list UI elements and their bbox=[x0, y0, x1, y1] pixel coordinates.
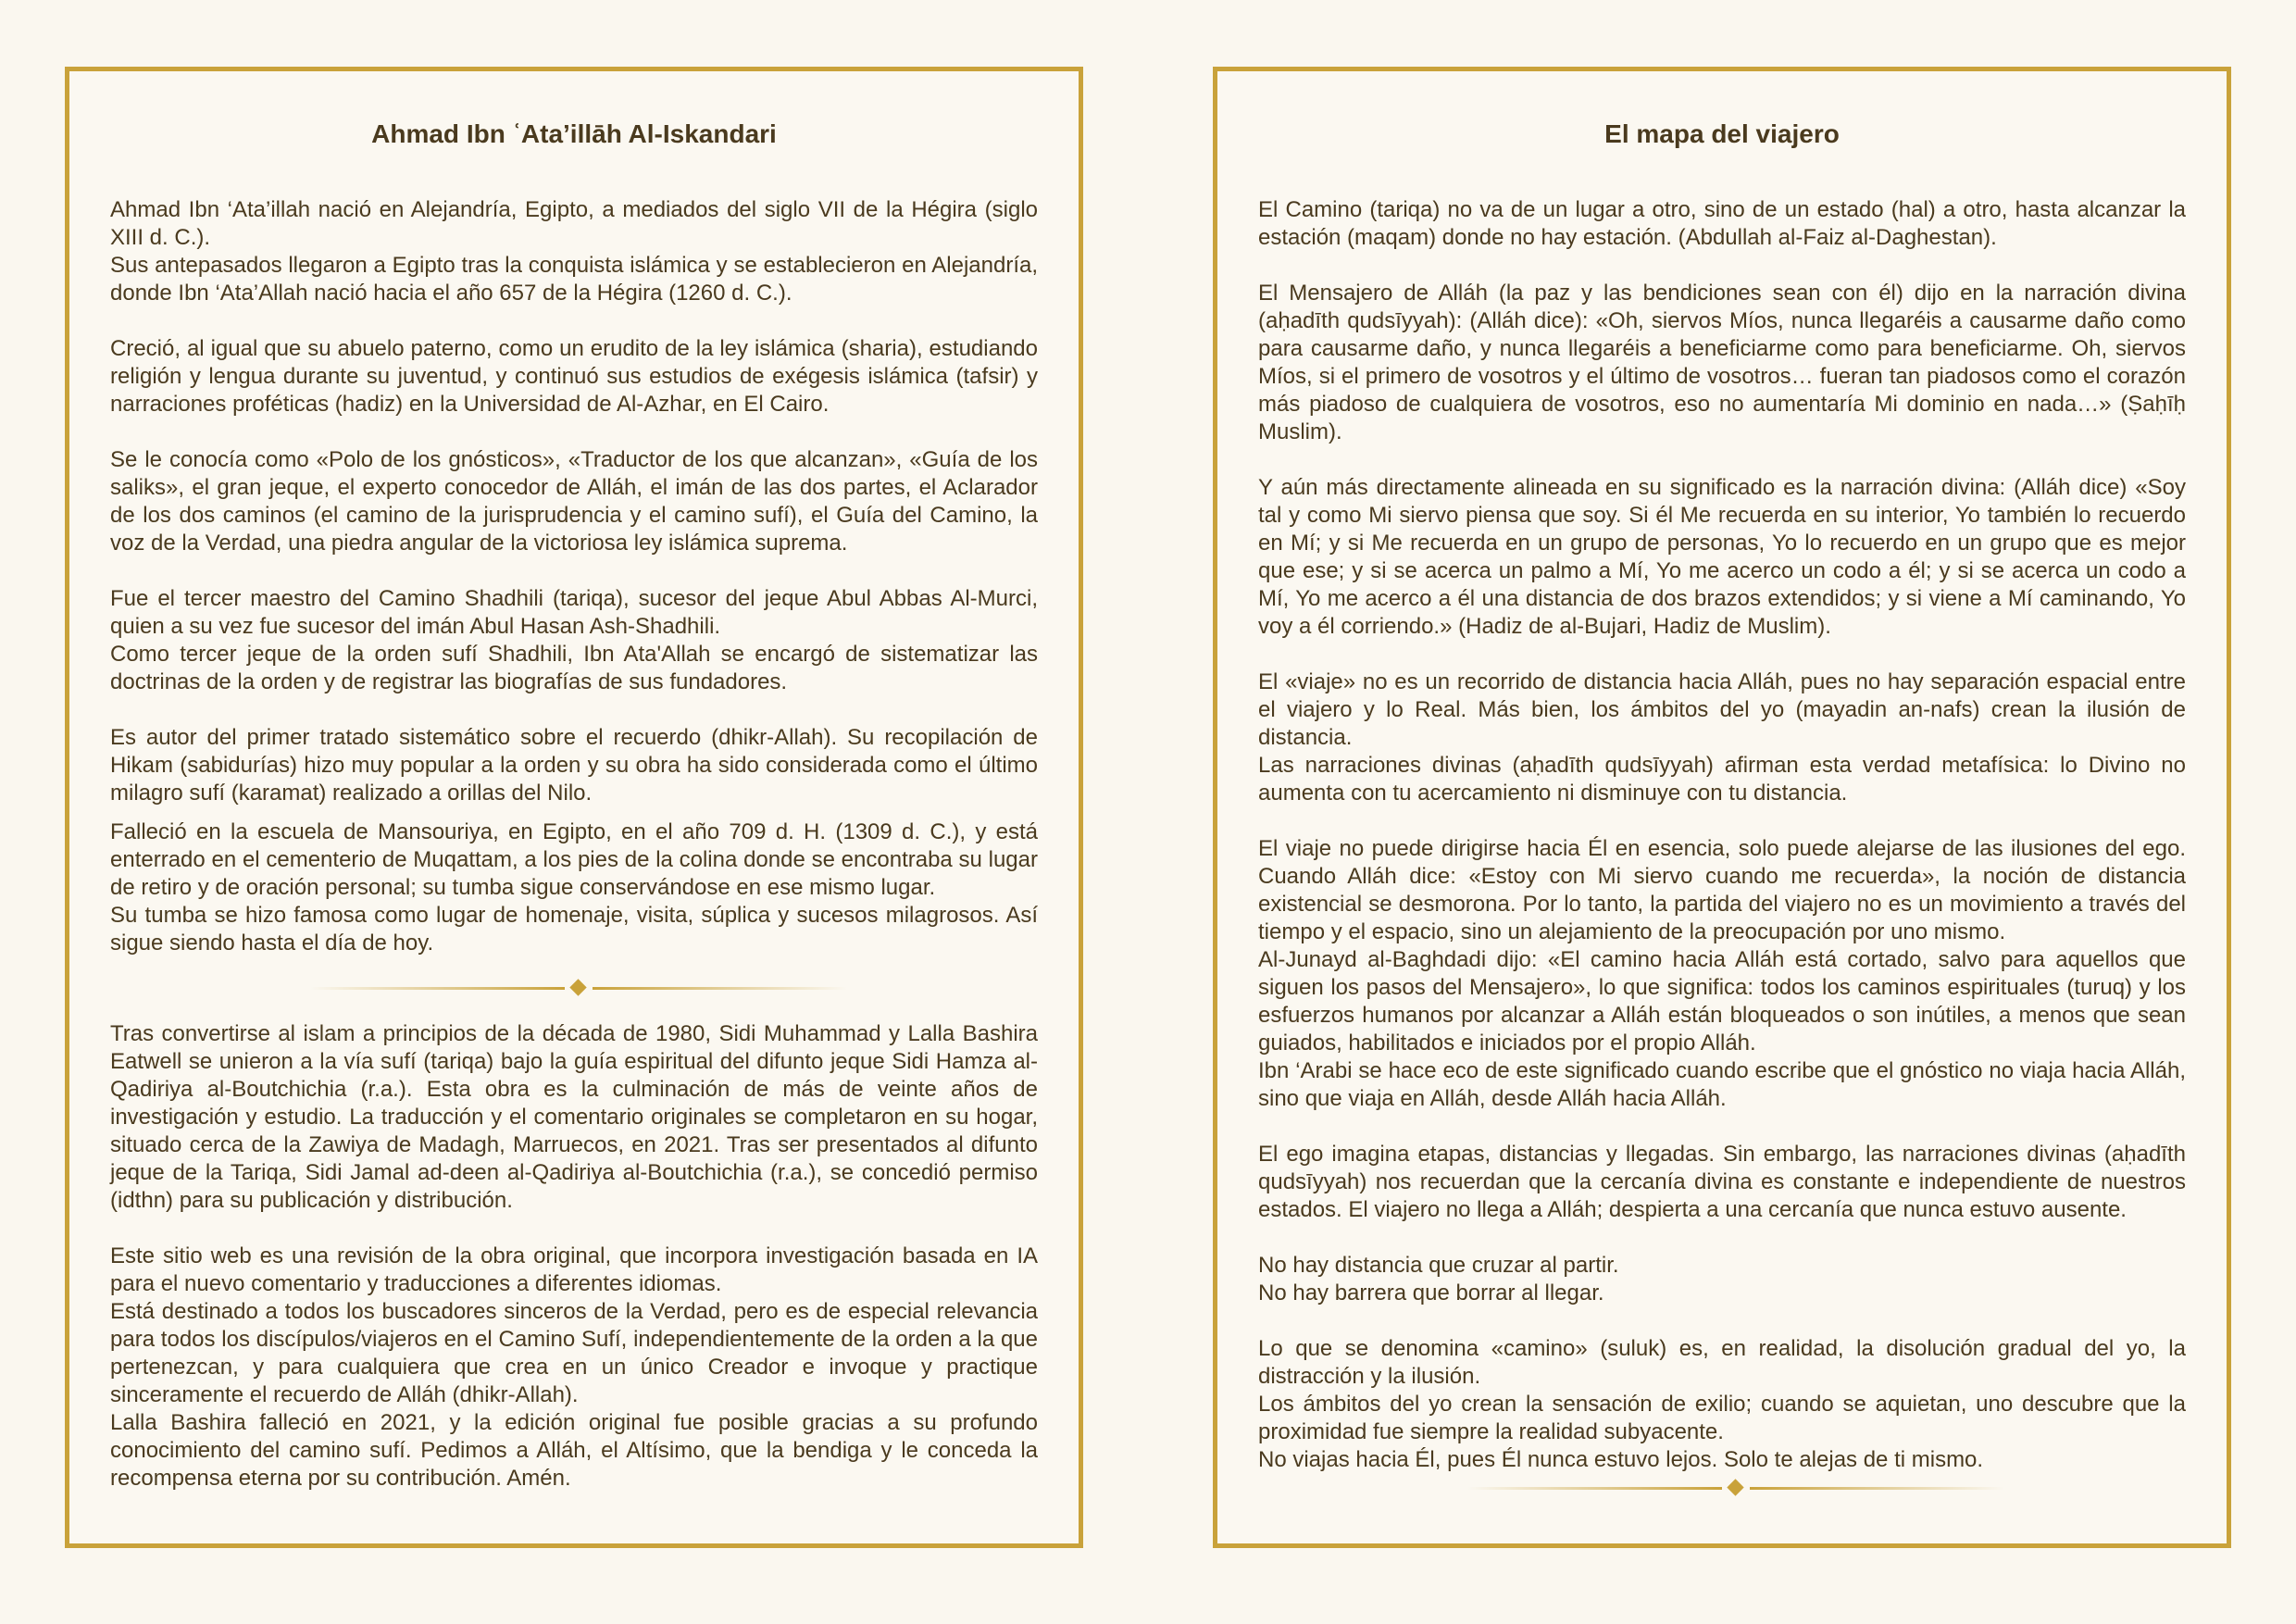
paragraph: El Camino (tariqa) no va de un lugar a otro, sino de un estado (hal) a otro, hasta alcanzar la estación (maqam) donde no hay estación. (Abdullah al-Faiz al-Daghestan). bbox=[1258, 197, 2186, 250]
paragraph: El «viaje» no es un recorrido de distancia hacia Alláh, pues no hay separación espacial entre el viajero y lo Real. Más bien, los ámbitos del yo (mayadin an-nafs) crean la ilusión de distancia. bbox=[1258, 669, 2186, 750]
paragraph: Su tumba se hizo famosa como lugar de homenaje, visita, súplica y sucesos milagrosos. Así sigue siendo hasta el día de hoy. bbox=[110, 903, 1038, 956]
paragraph: Lalla Bashira falleció en 2021, y la edición original fue posible gracias a su profundo conocimiento del camino sufí. Pedimos a Alláh, el Altísimo, que la bendiga y le conceda la recompensa eterna por su contribución. Amén. bbox=[110, 1410, 1038, 1491]
left-about-text bbox=[110, 1020, 1038, 1493]
ornamental-divider bbox=[1467, 1479, 2004, 1497]
paragraph: Ibn ‘Arabi se hace eco de este significado cuando escribe que el gnóstico no viaja hacia Alláh, sino que viaja en Alláh, desde Alláh hacia Alláh. bbox=[1258, 1058, 2186, 1111]
paragraph: Como tercer jeque de la orden sufí Shadhili, Ibn Ata'Allah se encargó de sistematizar las doctrinas de la orden y de registrar las biografías de sus fundadores. bbox=[110, 642, 1038, 694]
ornamental-divider bbox=[310, 979, 847, 997]
right-page-title: El mapa del viajero bbox=[1604, 119, 1840, 148]
left-biography-text bbox=[110, 196, 1038, 957]
paragraph: Los ámbitos del yo crean la sensación de exilio; cuando se aquietan, uno descubre que la proximidad fue siempre la realidad subyacente. bbox=[1258, 1392, 2186, 1444]
right-page bbox=[1213, 67, 2231, 1548]
paragraph: Está destinado a todos los buscadores sinceros de la Verdad, pero es de especial relevancia para todos los discípulos/viajeros en el Camino Sufí, independientemente de la orden a la que pertenezcan, y para cualquiera que crea en un único Creador e invoque y practique sinceramente el recuerdo de Alláh (dhikr-Allah). bbox=[110, 1299, 1038, 1407]
paragraph: No hay barrera que borrar al llegar. bbox=[1258, 1280, 1604, 1305]
left-page bbox=[65, 67, 1083, 1548]
paragraph: Y aún más directamente alineada en su significado es la narración divina: (Alláh dice) «Soy tal y como Mi siervo piensa que soy. Si él Me recuerda en su interior, Yo también lo recuerdo en Mí; y si Me recuerda en un grupo de personas, Yo lo recuerdo en un grupo que es mejor que ese; y si se acerca un palmo a Mí, Yo me acerco un codo a él; y si se acerca un codo a Mí, Yo me acerco a él una distancia de dos brazos extendidos; y si viene a Mí caminando, Yo voy a él corriendo.» (Hadiz de al-Bujari, Hadiz de Muslim). bbox=[1258, 475, 2186, 639]
paragraph: No hay distancia que cruzar al partir. bbox=[1258, 1253, 1619, 1278]
paragraph: Tras convertirse al islam a principios de la década de 1980, Sidi Muhammad y Lalla Bashira Eatwell se unieron a la vía sufí (tariqa) bajo la guía espiritual del difunto jeque Sidi Hamza al-Qadiriya al-Boutchichia (r.a.). Esta obra es la culminación de más de veinte años de investigación y estudio. La traducción y el comentario originales se completaron en su hogar, situado cerca de la Zawiya de Madagh, Marruecos, en 2021. Tras ser presentados al difunto jeque de la Tariqa, Sidi Jamal ad-deen al-Qadiriya al-Boutchichia (r.a.), se concedió permiso (idthn) para su publicación y distribución. bbox=[110, 1021, 1038, 1213]
paragraph: El Mensajero de Alláh (la paz y las bendiciones sean con él) dijo en la narración divina (aḥadīth qudsīyyah): (Alláh dice): «Oh, siervos Míos, nunca llegaréis a causarme daño como para causarme daño, y nunca llegaréis a beneficiarme como para beneficiarme. Oh, siervos Míos, si el primero de vosotros y el último de vosotros… fueran tan piadosos como el corazón más piadoso de cualquiera de vosotros, eso no aumentaría Mi dominio en nada…» (Ṣaḥīḥ Muslim). bbox=[1258, 281, 2186, 444]
paragraph: Es autor del primer tratado sistemático sobre el recuerdo (dhikr-Allah). Su recopilación de Hikam (sabidurías) hizo muy popular a la orden y su obra ha sido considerada como el último milagro sufí (karamat) realizado a orillas del Nilo. bbox=[110, 725, 1038, 806]
paragraph: El viaje no puede dirigirse hacia Él en esencia, solo puede alejarse de las ilusiones del ego. Cuando Alláh dice: «Estoy con Mi siervo cuando me recuerda», la noción de distancia existencial se desmorona. Por lo tanto, la partida del viajero no es un movimiento a través del tiempo y el espacio, sino un alejamiento de la preocupación por uno mismo. bbox=[1258, 836, 2186, 944]
paragraph: Las narraciones divinas (aḥadīth qudsīyyah) afirman esta verdad metafísica: lo Divino no aumenta con tu acercamiento ni disminuye con tu distancia. bbox=[1258, 753, 2186, 806]
right-traveler-text bbox=[1258, 196, 2186, 1474]
paragraph: No viajas hacia Él, pues Él nunca estuvo lejos. Solo te alejas de ti mismo. bbox=[1258, 1447, 1984, 1472]
diamond-ornament-icon bbox=[569, 979, 586, 995]
paragraph: Creció, al igual que su abuelo paterno, como un erudito de la ley islámica (sharia), estudiando religión y lengua durante su juventud, y continuó sus estudios de exégesis islámica (tafsir) y narraciones proféticas (hadiz) en la Universidad de Al-Azhar, en El Cairo. bbox=[110, 336, 1038, 417]
left-page-title: Ahmad Ibn ʿAta’illāh Al-Iskandari bbox=[371, 119, 777, 148]
paragraph: Lo que se denomina «camino» (suluk) es, en realidad, la disolución gradual del yo, la distracción y la ilusión. bbox=[1258, 1336, 2186, 1389]
paragraph: Ahmad Ibn ‘Ata’illah nació en Alejandría, Egipto, a mediados del siglo VII de la Hégira (siglo XIII d. C.). bbox=[110, 197, 1038, 250]
paragraph: El ego imagina etapas, distancias y llegadas. Sin embargo, las narraciones divinas (aḥadīth qudsīyyah) nos recuerdan que la cercanía divina es constante e independiente de nuestros estados. El viajero no llega a Alláh; despierta a una cercanía que nunca estuvo ausente. bbox=[1258, 1142, 2186, 1222]
paragraph: Este sitio web es una revisión de la obra original, que incorpora investigación basada en IA para el nuevo comentario y traducciones a diferentes idiomas. bbox=[110, 1243, 1038, 1296]
diamond-ornament-icon bbox=[1727, 1479, 1743, 1495]
paragraph: Falleció en la escuela de Mansouriya, en Egipto, en el año 709 d. H. (1309 d. C.), y está enterrado en el cementerio de Muqattam, a los pies de la colina donde se encontraba su lugar de retiro y de oración personal; su tumba sigue conservándose en ese mismo lugar. bbox=[110, 819, 1038, 900]
paragraph: Se le conocía como «Polo de los gnósticos», «Traductor de los que alcanzan», «Guía de los saliks», el gran jeque, el experto conocedor de Alláh, el imán de las dos partes, el Aclarador de los dos caminos (el camino de la jurisprudencia y el camino sufí), el Guía del Camino, la voz de la Verdad, una piedra angular de la victoriosa ley islámica suprema. bbox=[110, 447, 1038, 556]
paragraph: Fue el tercer maestro del Camino Shadhili (tariqa), sucesor del jeque Abul Abbas Al-Murci, quien a su vez fue sucesor del imán Abul Hasan Ash-Shadhili. bbox=[110, 586, 1038, 639]
paragraph: Al-Junayd al-Baghdadi dijo: «El camino hacia Alláh está cortado, salvo para aquellos que siguen los pasos del Mensajero», lo que significa: todos los caminos espirituales (turuq) y los esfuerzos humanos por alcanzar a Alláh están bloqueados o son inútiles, a menos que sean guiados, habilitados e iniciados por el propio Alláh. bbox=[1258, 947, 2186, 1056]
paragraph: Sus antepasados llegaron a Egipto tras la conquista islámica y se establecieron en Alejandría, donde Ibn ‘Ata’Allah nació hacia el año 657 de la Hégira (1260 d. C.). bbox=[110, 253, 1038, 306]
